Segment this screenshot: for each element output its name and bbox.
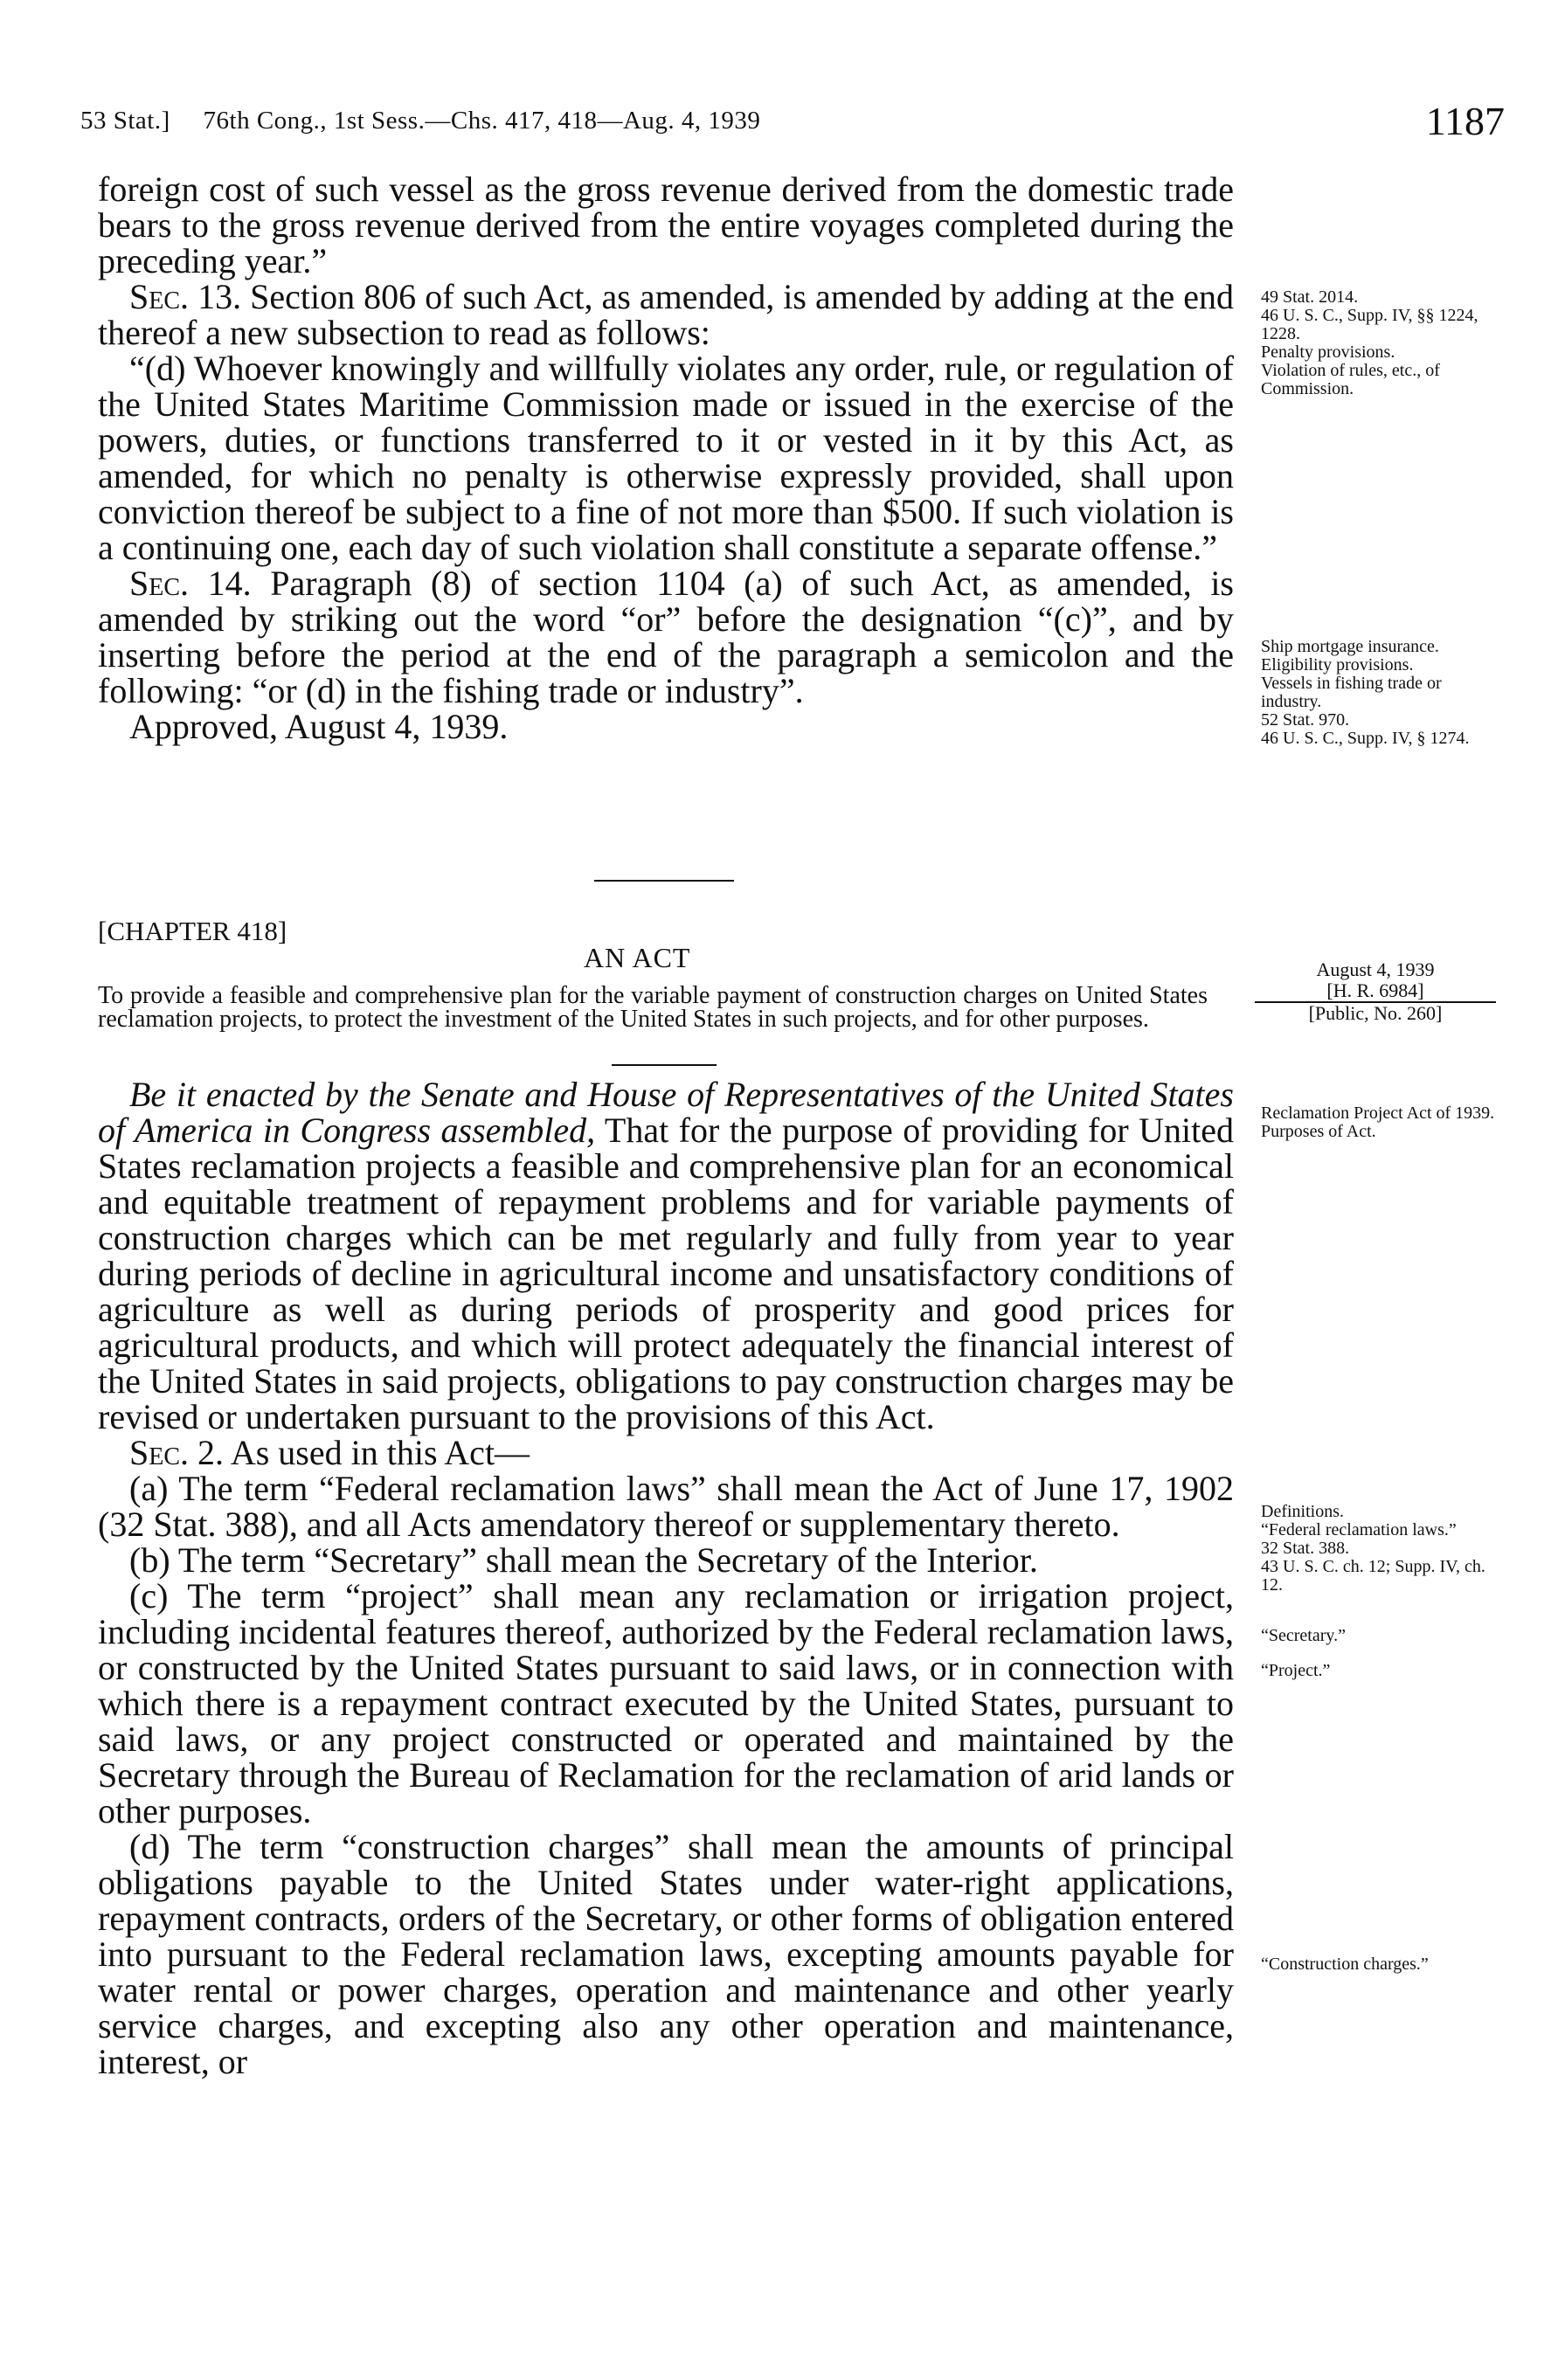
margin-note: “Project.” — [1261, 1661, 1331, 1680]
section-1-text: That for the purpose of providing for United States reclamation projects a feasible and comprehensive plan for an economical and equitable treatment of repayment problems and for variable payments of construction charges which can be met regularly and fully from year to year during periods of decline in agricultural income and unsatisfactory conditions of agriculture as well as during periods of prosperity and good prices for agricultural products, and which will protect adequately the financial interest of the United States in said projects, obligations to pay construction charges may be revised or undertaken pursuant to the provisions of this Act. — [98, 1110, 1234, 1436]
margin-note: 32 Stat. 388. — [1261, 1539, 1350, 1558]
section-2-text: As used in this Act— — [224, 1433, 530, 1472]
bill-number: [H. R. 6984] — [1255, 980, 1496, 1003]
margin-note: Penalty provisions. — [1261, 342, 1395, 362]
margin-notes-section-1 — [1261, 1104, 1506, 1141]
margin-notes-definition-d — [1261, 1955, 1506, 1974]
definition-c: (c) The term “project” shall mean any reclamation or irrigation project, including incidental features thereof, authorized by the Federal reclamation laws, or constructed by the United States pursuant to said laws, or in connection with which there is a repayment contract executed by the United States, pursuant to said laws, or any project constructed or operated and maintained by the Secretary through the Bureau of Reclamation for the reclamation of arid lands or other purposes. — [98, 1576, 1234, 1830]
congress-session: 76th Cong., 1st Sess.—Chs. 417, 418—Aug. 4, 1939 — [203, 107, 761, 135]
margin-note: “Secretary.” — [1261, 1626, 1346, 1645]
title-divider — [612, 1064, 717, 1066]
margin-note: Definitions. — [1261, 1502, 1344, 1521]
page-number: 1187 — [1425, 99, 1505, 143]
chapter-417-text — [98, 171, 1234, 744]
definition-a: (a) The term “Federal reclamation laws” shall mean the Act of June 17, 1902 (32 Stat. 388), and all Acts amendatory thereof or supplementary thereto. — [98, 1469, 1234, 1544]
margin-note: “Construction charges.” — [1261, 1955, 1429, 1974]
margin-note: Eligibility provisions. — [1261, 655, 1414, 675]
margin-note: 49 Stat. 2014. — [1261, 287, 1359, 307]
margin-note: Violation of rules, etc., of Commission. — [1261, 361, 1440, 398]
public-law-number: [Public, No. 260] — [1308, 1002, 1443, 1024]
section-1 — [98, 1076, 1234, 1435]
section-13-text: Section 806 of such Act, as amended, is amended by adding at the end thereof a new subsection to read as follows: — [98, 277, 1234, 352]
margin-notes-definition-b — [1261, 1627, 1506, 1645]
enacting-clause: Be it enacted by the Senate and House of Representatives of the United States of America in Congress assembled, — [98, 1075, 1234, 1150]
margin-note: 52 Stat. 970. — [1261, 710, 1350, 730]
continued-paragraph: foreign cost of such vessel as the gross revenue derived from the domestic trade bears to the gross revenue derived from the entire voyages completed during the preceding year.” — [98, 170, 1234, 280]
margin-note: 46 U. S. C., Supp. IV, § 1274. — [1261, 729, 1470, 748]
approval-date: August 4, 1939 — [1316, 958, 1435, 980]
chapter-divider — [594, 880, 734, 882]
section-13 — [98, 279, 1234, 350]
section-13-label: Sec. 13. — [129, 277, 242, 316]
definition-b: (b) The term “Secretary” shall mean the Secretary of the Interior. — [129, 1540, 1038, 1580]
margin-notes-definition-c — [1261, 1662, 1506, 1680]
act-purpose: To provide a feasible and comprehensive plan for the variable payment of construction charges on United States reclamation projects, to protect the investment of the United States in such projects, and for other purposes. — [98, 982, 1208, 1033]
section-2 — [98, 1435, 1234, 1470]
volume-citation: 53 Stat.] — [80, 107, 170, 135]
approval-line: Approved, August 4, 1939. — [129, 707, 509, 746]
margin-note: 46 U. S. C., Supp. IV, §§ 1224, 1228. — [1261, 306, 1478, 343]
section-13-subsection-d: “(d) Whoever knowingly and willfully violates any order, rule, or regulation of the United States Maritime Commission made or issued in the exercise of the powers, duties, or functions transferred to it or vested in it by this Act, as amended, for which no penalty is otherwise expressly provided, shall upon conviction thereof be subject to a fine of not more than $500. If such violation is a continuing one, each day of such violation shall constitute a separate offense.” — [98, 349, 1234, 567]
running-header — [80, 98, 1505, 150]
section-14-label: Sec. 14. — [129, 564, 252, 603]
margin-notes-section-2 — [1261, 1503, 1506, 1595]
section-2-label: Sec. 2. — [129, 1433, 225, 1472]
header-citation — [80, 107, 786, 135]
margin-note: Vessels in fishing trade or industry. — [1261, 674, 1442, 711]
act-identification — [1255, 959, 1496, 1024]
chapter-418-text — [98, 1076, 1234, 2079]
section-14 — [98, 565, 1234, 709]
margin-note: Purposes of Act. — [1261, 1122, 1376, 1141]
margin-notes-section-14 — [1261, 638, 1506, 748]
margin-note: Reclamation Project Act of 1939. — [1261, 1104, 1495, 1123]
margin-notes-section-13 — [1261, 288, 1506, 398]
definition-d: (d) The term “construction charges” shall mean the amounts of principal obligations payable to the United States under water-right applications, repayment contracts, orders of the Secretary, or other forms of obligation entered into pursuant to the Federal reclamation laws, excepting amounts payable for water rental or power charges, operation and maintenance and other yearly service charges, and excepting also any other operation and maintenance, interest, or — [98, 1827, 1234, 2081]
section-14-text: Paragraph (8) of section 1104 (a) of such Act, as amended, is amended by striking out the word “or” before the designation “(c)”, and by inserting before the period at the end of the paragraph a semicolon and the following: “or (d) in the fishing trade or industry”. — [98, 564, 1234, 710]
margin-note: “Federal reclamation laws.” — [1261, 1520, 1457, 1539]
act-title: AN ACT — [584, 942, 691, 973]
chapter-label: [CHAPTER 418] — [98, 916, 287, 946]
margin-note: 43 U. S. C. ch. 12; Supp. IV, ch. 12. — [1261, 1557, 1485, 1595]
margin-note: Ship mortgage insurance. — [1261, 637, 1439, 656]
